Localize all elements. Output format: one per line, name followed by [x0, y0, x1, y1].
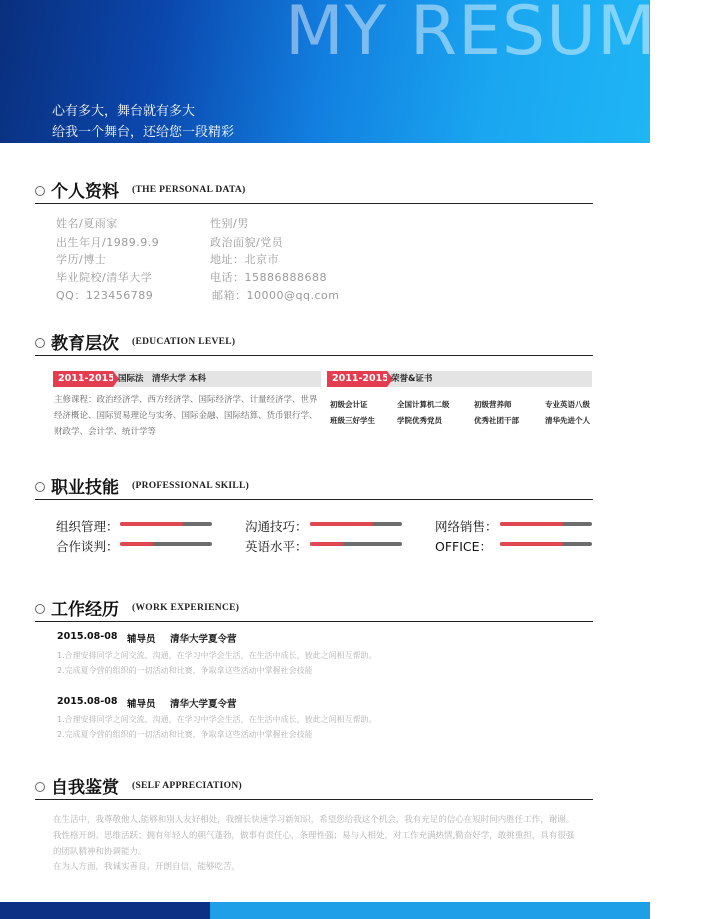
resume-title: MY RESUME	[285, 0, 701, 71]
cert-item: 初级会计证	[330, 400, 368, 409]
cert-item: 优秀社团干部	[474, 416, 519, 425]
work-detail: 1.合理安排同学之间交流，沟通，在学习中学会生活，在生活中成长，彼此之间相互帮助。	[57, 651, 377, 660]
slogan-line-1: 心有多大，舞台就有多大	[52, 104, 196, 119]
section-subtitle: (EDUCATION LEVEL)	[132, 337, 236, 347]
section-title: 工作经历	[51, 600, 119, 620]
skill-bar	[120, 522, 212, 526]
info-email: 邮箱：10000@qq.com	[212, 289, 340, 302]
skill-bar	[120, 542, 212, 546]
info-degree: 学历/博士	[56, 253, 107, 266]
education-label: 国际法 清华大学 本科	[118, 374, 206, 384]
section-title: 个人资料	[51, 182, 119, 202]
header-banner	[0, 0, 701, 143]
skill-bar	[310, 522, 402, 526]
circle-bullet-icon	[35, 338, 45, 348]
self-text: 我性格开朗、思维活跃；拥有年轻人的朝气蓬勃，做事有责任心，条理性强；易与人相处，对工作充满热情,勤奋好学，敢挑重担，具有很强	[53, 831, 575, 841]
info-name: 姓名/夏雨家	[56, 217, 118, 230]
info-address: 地址：北京市	[210, 253, 279, 266]
skill-label: 英语水平：	[245, 539, 308, 554]
slogan-line-2: 给我一个舞台，还给您一段精彩	[52, 125, 235, 140]
section-subtitle: (PROFESSIONAL SKILL)	[132, 481, 250, 491]
section-subtitle: (WORK EXPERIENCE)	[132, 603, 240, 613]
info-phone: 电话：15886888688	[210, 271, 327, 284]
section-self-header	[35, 776, 593, 800]
circle-bullet-icon	[35, 604, 45, 614]
skill-bar	[500, 542, 592, 546]
education-date: 2011-2015	[53, 371, 113, 387]
cert-item: 学院优秀党员	[397, 416, 442, 425]
info-qq: QQ：123456789	[56, 289, 154, 302]
skill-bar-fill	[500, 542, 563, 546]
cert-item: 清华先进个人	[545, 416, 590, 425]
info-school: 毕业院校/清华大学	[56, 271, 153, 284]
section-title: 职业技能	[51, 478, 119, 498]
work-detail: 2.完成夏令营的组织的一切活动和比赛，争取拿这些活动中掌握社会技能	[57, 730, 313, 739]
skill-bar	[500, 522, 592, 526]
education-courses: 主修课程：政治经济学、西方经济学、国际经济学、计量经济学、世界经济概论、国际贸易理论与实务、国际金融、国际结算、货币银行学、财政学、会计学、统计学等	[54, 395, 318, 437]
cert-item: 专业英语八级	[545, 400, 590, 409]
info-birth: 出生年月/1989.9.9	[56, 236, 160, 249]
education-bar	[53, 371, 321, 387]
honors-bar	[327, 371, 592, 387]
skill-bar-fill	[120, 522, 183, 526]
cert-item: 初级营养师	[474, 400, 512, 409]
work-detail: 2.完成夏令营的组织的一切活动和比赛，争取拿这些活动中掌握社会技能	[57, 666, 313, 675]
circle-bullet-icon	[35, 186, 45, 196]
cert-item: 班级三好学生	[330, 416, 375, 425]
skill-bar-fill	[310, 542, 343, 546]
section-skills-header	[35, 476, 593, 500]
section-education-header	[35, 332, 593, 356]
skill-label: 组织管理：	[56, 519, 119, 534]
self-text: 在为人方面，我诚实善良、开朗自信，能够吃苦。	[53, 862, 241, 872]
skill-label: 合作谈判：	[56, 539, 119, 554]
work-role: 辅导员	[127, 699, 156, 710]
work-date: 2015.08-08	[57, 696, 118, 707]
skill-label: 沟通技巧：	[245, 519, 308, 534]
footer-bar-light	[210, 902, 650, 919]
work-detail: 1.合理安排同学之间交流，沟通，在学习中学会生活，在生活中成长，彼此之间相互帮助。	[57, 715, 377, 724]
skill-bar	[310, 542, 402, 546]
section-work-header	[35, 598, 593, 622]
circle-bullet-icon	[35, 782, 45, 792]
self-text: 在生活中，我尊敬他人,能够和别人友好相处，我擅长快速学习新知识，希望您给我这个机会，我有充足的信心在短时间内胜任工作，谢谢。	[53, 815, 575, 825]
honors-label: 荣誉&证书	[391, 374, 433, 384]
honors-date: 2011-2015	[327, 371, 387, 387]
work-date: 2015.08-08	[57, 631, 118, 642]
section-title: 教育层次	[51, 334, 119, 354]
section-subtitle: (THE PERSONAL DATA)	[132, 185, 246, 195]
skill-bar-fill	[120, 542, 153, 546]
work-role: 辅导员	[127, 634, 156, 645]
cert-item: 全国计算机二级	[397, 400, 450, 409]
skill-bar-fill	[500, 522, 563, 526]
circle-bullet-icon	[35, 482, 45, 492]
section-personal-header	[35, 180, 593, 204]
work-org: 清华大学夏令营	[170, 634, 237, 645]
info-gender: 性别/男	[210, 217, 249, 230]
skill-label: OFFICE：	[435, 539, 493, 554]
section-title: 自我鉴赏	[51, 778, 119, 798]
work-org: 清华大学夏令营	[170, 699, 237, 710]
self-text: 的团队精神和协调能力。	[53, 847, 147, 857]
skill-label: 网络销售：	[435, 519, 498, 534]
info-politics: 政治面貌/党员	[210, 236, 284, 249]
skill-bar-fill	[310, 522, 373, 526]
footer-bar-dark	[0, 902, 210, 919]
section-subtitle: (SELF APPRECIATION)	[132, 781, 242, 791]
